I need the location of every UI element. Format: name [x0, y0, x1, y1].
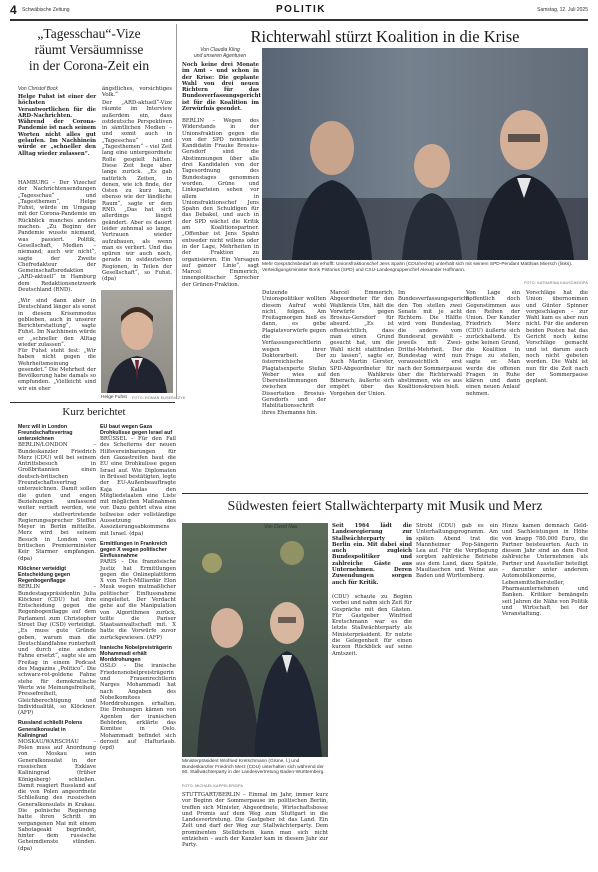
main-col-c: Im Bundesverfassungsgericht, den Ton stellen zwei Senate mit je acht Richtern. Die Hälfte wird vom Bundestag, die andere vom Bundesrat gewählt – jeweils mit Zwei-Drittel-Mehrheit. Der Bundestag wird nun voraussichtlich erst nach der Sommerpause über die Richterwahl abstimmen, wie es aus Koalitionskreisen hieß. — [398, 290, 472, 391]
kurz-rule — [10, 402, 175, 403]
kurz-col-2 — [100, 424, 176, 864]
main-photo — [262, 48, 588, 260]
main-photo-credit: FOTO: KATHARINA KAUSCHE/DPA — [524, 281, 588, 285]
left-lead: Helge Fuhst ist einer der höchsten Verantwortlichen für die ARD-Nachrichten. Während der Corona-Pandemie ist nach seinem Worten nicht alles gut gelaufen. Im Nachhinein würde er „schneller den Alltag wieder zulassen“. — [18, 94, 96, 157]
left-col2-top: ängstliches, vorsichtiges Volk.“ — [102, 86, 172, 99]
main-col-b: Marcel Emmerich, Abgeordneter für den Wahlkreis Ulm, hält die Vorwürfe gegen Brosius-Gersdorf für absurd. „Es ist offensichtlich, dass man einen Grund gesucht hat, um die Wahl nicht stattfinden zu lassen“, sagte er. Auch Martin Gerster, SPD-Abgeordneter für den Wahlkreis Biberach, äußerte sich empört über das Vorgehen der Union. — [330, 290, 394, 397]
kurz-item-6-text: OSLO – Die iranische Friedensnobelpreisträgerin und Frauenrechtlerin Narges Mohammadi hat nach Angaben des Nobelkomitees Morddrohungen erhalten. Die Drohungen kämen von Agenten der iranischen Behörden, erklärte das Komitee in Oslo. Mohammadi befindet sich derzeit auf Hafturlaub. (epd) — [100, 663, 176, 752]
kurz-item-1-text: BERLIN/LONDON – Bundeskanzler Friedrich Merz (CDU) will bei seinem Antrittsbesuch in Großbritannien einen deutsch-britischen Freundschaftsvertrag unterzeichnen. Damit sollen die guten und engen Beziehungen umfassend weiter vertieft werden, wie der stellvertretende Regierungssprecher Steffen Meyer in Berlin mitteilte. Merz wird bei seinem Besuch in London vom britischen Premierminister Keir Starmer empfangen. (dpa) — [18, 442, 96, 562]
portrait-credit: FOTO: ROMAN EUSEBICZYK — [132, 396, 186, 400]
left-headline-line2: räumt Versäumnisse — [34, 42, 144, 57]
issue-date: Samstag, 12. Juli 2025 — [537, 7, 588, 13]
page-number: 4 — [10, 3, 17, 17]
main-col-a: Dutzende Unionspolitiker wollten diesem Aufruf wohl nicht folgen. Am Freitagmorgen hieß es dann, es gebe Plagiatsvorwürfe gegen die Verfassungsrechtlerin wegen ihrer Doktorarbeit. Der österreichische Plagiatsexperte Stefan Weber wies auf Übereinstimmungen zwischen der Dissertation Brosius-Gersdorfs und der Habilitationsschrift ihres Ehemanns hin. — [262, 290, 326, 416]
bottom-section-rule — [182, 493, 588, 494]
kurz-item-3-head: Russland schließt Polens Generalkonsulat in Kaliningrad — [18, 720, 83, 739]
left-headline — [14, 26, 164, 74]
left-headline-line3: in der Corona-Zeit ein — [28, 58, 150, 73]
kurz-item-2-text: BERLIN – Bundestagspräsidentin Julia Klöckner (CDU) hat ihre Entscheidung gegen die Regenbogenflagge auf dem Parlament zum Christopher Street Day (CSD) verteidigt. „Es muss gute Gründe geben, warum man die Deutschlandfahne runterholt und durch eine andere Fahne ersetzt“, sagte sie am Freitag in einem Podcast des Magazins „Politico“. Die schwarz-rot-goldene Fahne stehe für demokratische Werte wie Meinungsfreiheit, Pressefreiheit, Gleichberechtigung und Individualität, so Klöckner. (AFP) — [18, 584, 97, 717]
kurz-item-2-head: Klöckner verteidigt Entscheidung gegen Regenbogenflagge — [18, 565, 71, 585]
bottom-headline: Südwesten feiert Stallwächterparty mit Musik und Merz — [227, 499, 543, 514]
page-header — [10, 4, 588, 18]
kurz-item-1-head: Merz will in London Freundschaftsvertrag unterzeichnen — [18, 424, 73, 443]
kurz-item-6-head: Iranische Nobelpreisträgerin Mohammadi erhält Morddrohungen — [100, 645, 172, 664]
bottom-byline: Von David Nau — [264, 524, 298, 530]
header-rule — [10, 19, 588, 21]
left-headline-line1: „Tagesschau“-Vize — [37, 26, 141, 41]
bottom-photo-caption: Ministerpräsident Winfried Kretschmann (Grüne, l.) und Bundeskanzler Friedrich Merz (CDU) unterhalten sich während der 60. Stallwächterparty in der Landesvertretung Baden-Württemberg. — [182, 759, 325, 776]
left-divider — [176, 24, 177, 399]
bottom-photo-credit: FOTO: MICHAEL KAPPELER/DPA — [182, 784, 244, 788]
kurz-col-1 — [18, 424, 96, 864]
main-body: BERLIN – Wegen des Widerstands in der Unionsfraktion gegen die von der SPD nominierte Kandidatin Frauke Brosius-Gersdorf sind die Abstimmungen über alle drei Kandidaten von der Tagesordnung des Bundestages genommen worden. Grüne und Linksparteien sehen vor allem in Unionsfraktionschef Jens Spahn den Schuldigen für das Debakel, und auch in der SPD wächst die Kritik am Koalitionspartner. „Offenbar ist Jens Spahn entweder nicht willens oder in der Lage, Mehrheiten in der Fraktion zu organisieren. Ein Versagen auf ganzer Linie“, sagt Marcel Emmerich, innenpolitischer Sprecher der Grünen-Fraktion. — [182, 118, 259, 288]
main-col-f: Vorschläge hat die Union übernommen und Günter Spinner vorgeschlagen – zur Wahl kam es aber nun nicht. Für die anderen beiden Posten hat das Gericht noch keine Vorschläge gemacht und ist darum auch noch nicht gebeten worden. Die Wahl ist nun für die Zeit nach der Sommerpause geplant. — [526, 290, 588, 385]
kurz-item-3-text: MOSKAU/WARSCHAU – Polen muss auf Anordnung von Moskau sein Generalkonsulat in der russischen Exklave Kaliningrad (früher Königsberg) schließen. Damit reagiert Russland auf die von Polen angeordnete Schließung des russischen Generalkonsulats in Krakau. Die polnische Regierung hatte ihren Schritt im vergangenen Mai mit einem Sabotageakt begründet, hinter dem russische Geheimdienste stünden. (dpa) — [18, 738, 96, 852]
kurz-item-4-text: BRÜSSEL – Für den Fall des Scheiterns der neuen Hilfsvereinbarungen für den Gazastreifen baut die EU eine Drohkulisse gegen Israel auf. Wie Diplomaten in Brüssel bestätigten, legte der EU-Außenbeauftragte Kaja Kallas den Mitgliedstaaten eine Liste mit möglichen Maßnahmen vor. Dazu gehört etwa eine teilweise oder vollständige Aussetzung des Assoziierungsabkommens mit Israel. (dpa) — [100, 436, 176, 537]
main-byline-line1: Von Claudia Kling — [200, 47, 240, 53]
bottom-col-c: Hinzu kamen demnach Geld- und Sachleistungen in Höhe von knapp 780.000 Euro, die Partner beisteuerten. Auch in diesem Jahr sind an dem Fest zahlreiche Unternehmen als Partner und Aussteller beteiligt – darunter unter anderem Automobilkonzerne, Lebensmittelhersteller, Pharmaunternehmen und Banken. Kritiker bemängeln seit Jahren die Nähe von Politik und Wirtschaft bei der Veranstaltung. — [502, 523, 588, 618]
section-title: POLITIK — [276, 4, 326, 15]
portrait-caption: Helge Fuhst — [101, 395, 127, 400]
kurz-title: Kurz berichtet — [62, 406, 126, 418]
bottom-col-a: (CDU) schaute zu Beginn vorbei und nahm sich Zeit für Gespräche mit den Gästen. Für Gastgeber Winfried Kretschmann war es die letzte Stallwächterparty als Ministerpräsident. Er nutzte die Gelegenheit für einen kurzen Rückblick auf seine Amtszeit. — [332, 594, 412, 657]
bottom-photo — [182, 523, 328, 757]
main-byline-line2: und unseren Agenturen — [193, 53, 247, 59]
portrait-photo — [101, 290, 173, 393]
left-byline: Von Christof Bock — [18, 86, 58, 92]
bottom-body: STUTTGART/BERLIN – Einmal im Jahr, immer kurz vor Beginn der Sommerpause im politischen Berlin, treffen sich Minister, Abgeordnete, Wirtschaftsbosse und Promis auf dem Weg zum Stuttgart in die Landesvertretung. Die Gastgeber ist das Land. Ein Zelt und darf der Weg zur Stallwächterparty. Dem prominenten Stelldichein kann man sich nicht entziehen – auch der Kanzler kam in diesem Jahr zur Party. — [182, 792, 328, 849]
main-byline — [184, 47, 256, 59]
left-body-3: Für Fuhst steht fest: „Wir haben nicht gegen die Wehrheitsmeinung gesendet.“ Die Mehrheit der Bevölkerung habe damals so empfunden. „Vielleicht sind wir ein eher — [18, 348, 96, 392]
main-photo-caption: Mehr Gesprächsbedarf als erhofft: Unionsfraktionschef Jens Spahn (CDU/rechts) unterhält sich mit seinem SPD-Pendant Matthias Miersch (links). Verteidigungsminister Boris Pistorius (SPD) und CSU-Landesgruppenchef Alexander Hoffmann. — [262, 262, 573, 273]
left-body-1: HAMBURG – Der Vizechef der Nachrichtensendungen „Tagesschau“ und „Tagesthemen“, Helge Fuhst, würde im Umgang mit der Corona-Pandemie im Rückblick manches anders machen. „Zu Beginn der Pandemie wusste niemand, was passiert. Politik, Gesellschaft, Medien – niemand, auch wir nicht“, sagte der Zweite Chefredakteur der Gemeinschaftsredaktion „ARD-aktuell“ in Hamburg dem Redaktionsnetzwerk Deutschland (RND). — [18, 180, 96, 294]
main-col-d: Von Lage ein hoffentlich doch Gegenstimmen aus den Reihen der Union. Der Kanzler Friedrich Merz (CDU) äußerte sich zurückhaltend. Es gebe keinen Grund, die Koalition in Frage zu stellen, sagte er. Man werde die offenen Fragen in Ruhe klären und dann einen neuen Anlauf nehmen. — [466, 290, 520, 397]
kurz-item-5-head: Ermittlungen in Frankreich gegen X wegen politischer Einflussnahme — [100, 540, 168, 560]
kurz-item-4-head: EU baut wegen Gaza Drohkulisse gegen Israel auf — [100, 424, 173, 437]
paper-name: Schwäbische Zeitung — [22, 7, 70, 13]
bottom-lead-col: Seit 1964 lädt die Landesregierung zur Stallwächterparty in Berlin ein. Mit dabei sind auch zugleich Bundespolitiker und zahlreiche Gäste aus Unternehmen. Deren Zuwendungen sorgen auch für Kritik. — [332, 523, 412, 586]
main-headline: Richterwahl stürzt Koalition in die Krise — [250, 27, 520, 46]
left-col2-body: Der „ARD-aktuell“-Vize räumte im Interview außerdem ein, dass ostdeutsche Perspektiven in sämtlichen Medien – und somit auch in „Tagesschau“ und „Tagesthemen“ – viel Zeit lang eine untergeordnete Rolle gespielt hätten. Diese Zeit liege aber lange zurück. „Es gab natürlich Zeiten, in denen, wie ich finde, der Osten zu kurz kam, ebenso wie der ländliche Raum“, sagte er dem RND. „Das hat sich allerdings längst geändert. Aber es dauert leider zehnmal so lange, Vertrauen wieder aufzubauen, als wenn man es verliert. Und das spüren wir auch noch, gerade in ostdeutschen Regionen, in Teilen der Gesellschaft“, so Fuhst. (dpa) — [102, 100, 172, 283]
left-body-2: „Wir sind dann aber in Deutschland länger als sonst in diesem Krisenmodus geblieben, auch in unserer Berichterstattung“, sagte Fuhst. Im Nachhinein würde er „schneller den Alltag wieder zulassen“. — [18, 298, 96, 349]
kurz-item-5-text: PARIS – Die französische Justiz hat Ermittlungen gegen die Onlineplattform X von Tech-Milliardär Elon Musk wegen mutmaßlicher politischer Einflussnahme eingeleitet. Der Verdacht gehe auf die Manipulation von Algorithmen zurück, teilte die Pariser Staatsanwaltschaft mit. X hatte die Vorwürfe zuvor zurückgewiesen. (AFP) — [100, 559, 176, 641]
bottom-col-b: Strobl (CDU) gab es ein Unterhaltungsprogramm. Am späten Abend trat die Mannheimer Pop-Sängerin Lea auf. Für die Verpflegung sorgten zahlreiche Betriebe aus dem Land, dazu Spätzle, Maultaschen und Weine aus Baden und Württemberg. — [416, 523, 498, 580]
main-lead: Noch keine drei Monate im Amt – und schon in der Krise: Die geplante Wahl von drei neuen Richtern für das Bundesverfassungsgericht ist für die Koalition im Zerwürfnis geendet. — [182, 62, 261, 113]
